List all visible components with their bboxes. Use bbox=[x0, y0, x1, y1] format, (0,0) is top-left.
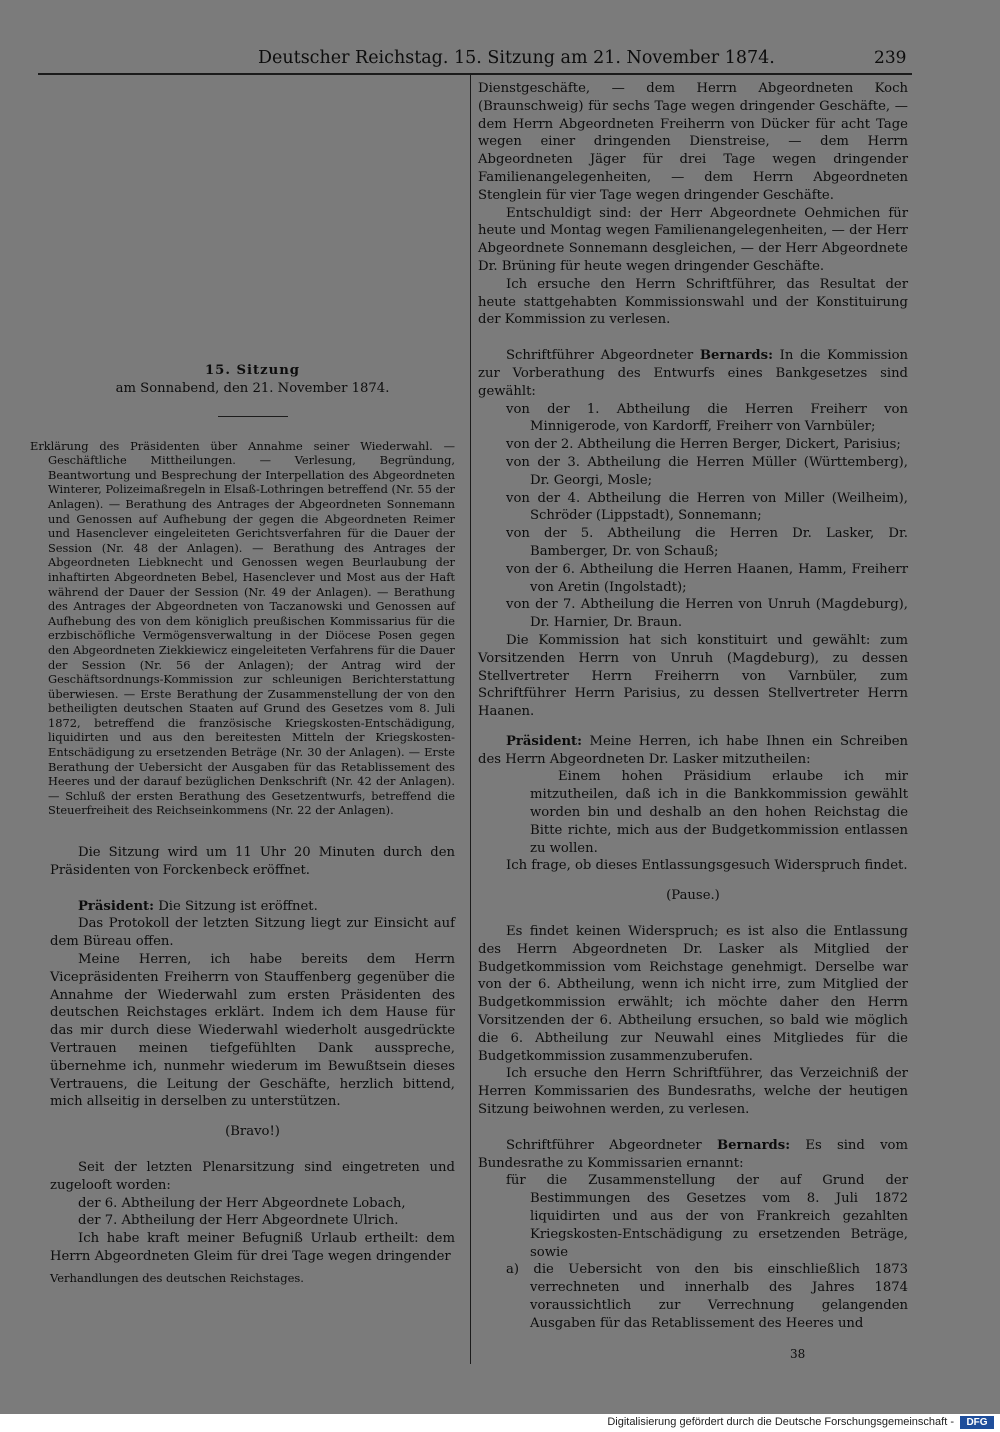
list-item: a) die Uebersicht von den bis einschließlich 1873 verrechneten und innerhalb des Jahres 1874 voraussichtlich zur Verrechnung gelangenden Ausgaben für das Retablissement des Heeres und bbox=[506, 1262, 908, 1331]
speech-text: In die Kommission zur Vorberathung des Entwurfs eines Bankgesetzes sind gewählt: bbox=[478, 348, 908, 399]
paragraph: Dienstgeschäfte, — dem Herrn Abgeordneten Koch (Braunschweig) für sechs Tage wegen dringender Geschäfte, — dem Herrn Abgeordneten Freiherrn von Dücker für acht Tage wegen einer dringenden Dienstreise, — dem Herrn Abgeordneten Jäger für drei Tage wegen dringender Familienangelegenheiten, — dem Herrn Abgeordneten Stenglein für vier Tage wegen dringender Geschäfte. bbox=[478, 81, 908, 203]
right-column bbox=[478, 80, 908, 1333]
left-column bbox=[30, 80, 455, 1288]
president-opening bbox=[50, 898, 455, 916]
page-footer: Verhandlungen des deutschen Reichstages. bbox=[50, 1270, 304, 1285]
paragraph: der 6. Abtheilung der Herr Abgeordnete Lobach, bbox=[78, 1195, 406, 1211]
opening-paragraph: Die Sitzung wird um 11 Uhr 20 Minuten durch den Präsidenten von Forckenbeck eröffnet. bbox=[50, 845, 455, 878]
paragraph: Entschuldigt sind: der Herr Abgeordnete Oehmichen für heute und Montag wegen Familienangelegenheiten, — der Herr Abgeordnete Sonnemann desgleichen, — der Herr Abgeordnete Dr. Brüning für heute wegen dringender Geschäfte. bbox=[478, 205, 908, 274]
speech-text: Es sind vom Bundesrathe zu Kommissarien ernannt: bbox=[478, 1137, 908, 1171]
session-title: 15. Sitzung bbox=[204, 363, 301, 378]
credit-text: Digitalisierung gefördert durch die Deutsche Forschungsgemeinschaft - bbox=[607, 1416, 954, 1428]
interjection: (Pause.) bbox=[666, 888, 720, 904]
speaker-label: Präsident: bbox=[78, 898, 155, 914]
speaker-label: Bernards: bbox=[716, 1137, 791, 1153]
speaker-prefix: Schriftführer Abgeordneter bbox=[506, 348, 700, 364]
interjection: (Bravo!) bbox=[225, 1124, 280, 1140]
page-number: 239 bbox=[874, 48, 907, 68]
running-header bbox=[0, 40, 1000, 80]
agenda-summary: Erklärung des Präsidenten über Annahme seiner Wiederwahl. — Geschäftliche Mittheilungen. — Verlesung, Begründung, Beantwortung und Besprechung der Interpellation des Abgeordneten Winterer, Polizeimaßregeln in Elsaß-Lothringen betreffend (Nr. 55 der Anlagen). — Berathung des Antrages der Abgeordneten Sonnemann und Genossen auf Aufhebung der gegen die Abgeordneten Reimer und Hasenclever eingeleiteten Gerichtsverfahren für die Dauer der Session (Nr. 48 der Anlagen). — Berathung des Antrages der Abgeordneten Liebknecht und Genossen wegen Beurlaubung der inhaftirten Abgeordneten Bebel, Hasenclever und Most aus der Haft während der Dauer der Session (Nr. 49 der Anlagen). — Berathung des Antrages der Abgeordneten von Taczanowski und Genossen auf Aufhebung des von dem königlich preußischen Kommissarius für die erzbischöfliche Vermögensverwaltung in der Diöcese Posen gegen den Abgeordneten Ziekkiewicz eingeleiteten Verfahrens für die Dauer der Session (Nr. 56 der Anlagen); der Antrag wird der Geschäftsordnungs-Kommission zur schleunigen Berichterstattung überwiesen. — Erste Berathung der Zusammenstellung der von den betheiligten deutschen Staaten auf Grund des Gesetzes vom 8. Juli 1872, betreffend die französische Kriegskosten-Entschädigung, liquidirten und aus den bereitesten Mitteln der Kriegskosten-Entschädigung zu ersetzenden Beträge (Nr. 30 der Anlagen). — Erste Berathung der Uebersicht der Ausgaben für das Retablissement des Heeres und der darauf bezüglichen Denkschrift (Nr. 42 der Anlagen). — Schluß der ersten Berathung des Gesetzentwurfs, betreffend die Steuerfreiheit des Reichseinkommens (Nr. 22 der Anlagen). bbox=[30, 438, 455, 818]
list-item: von der 4. Abtheilung die Herren von Miller (Weilheim), Schröder (Lippstadt), Sonnemann; bbox=[506, 490, 908, 524]
speaker-label: Bernards: bbox=[699, 348, 773, 364]
speaker-prefix: Schriftführer Abgeordneter bbox=[506, 1137, 717, 1153]
paragraph: Das Protokoll der letzten Sitzung liegt zur Einsicht auf dem Büreau offen. bbox=[50, 916, 455, 950]
paragraph: Ich habe kraft meiner Befugniß Urlaub ertheilt: dem Herrn Abgeordneten Gleim für drei Tage wegen dringender bbox=[50, 1231, 455, 1264]
paragraph: Die Kommission hat sich konstituirt und gewählt: zum Vorsitzenden Herrn von Unruh (Magdeburg), zu dessen Stellvertreter Herrn Freiherrn von Varnbüler, zum Schriftführer Herrn Parisius, zu dessen Stellvertreter Herrn Haanen. bbox=[478, 632, 908, 720]
secretary-statement bbox=[478, 1137, 908, 1173]
speech-text: Die Sitzung ist eröffnet. bbox=[154, 898, 318, 914]
list-item: von der 3. Abtheilung die Herren Müller (Württemberg), Dr. Georgi, Mosle; bbox=[506, 454, 908, 488]
paragraph: Seit der letzten Plenarsitzung sind eingetreten und zugelooft worden: bbox=[50, 1159, 455, 1193]
paragraph: Ich ersuche den Herrn Schriftführer, das Verzeichniß der Herren Kommissarien des Bundesraths, welche der heutigen Sitzung beiwohnen werden, zu verlesen. bbox=[478, 1066, 908, 1118]
paragraph: der 7. Abtheilung der Herr Abgeordnete Ulrich. bbox=[78, 1213, 399, 1229]
digitization-credit bbox=[0, 1414, 1000, 1432]
list-item: von der 1. Abtheilung die Herren Freiherr von Minnigerode, von Kardorff, Freiherr von Varnbüler; bbox=[506, 401, 908, 435]
list-item: von der 5. Abtheilung die Herren Dr. Lasker, Dr. Bamberger, Dr. von Schauß; bbox=[506, 526, 908, 559]
signature-mark: 38 bbox=[790, 1347, 806, 1361]
list-item: von der 7. Abtheilung die Herren von Unruh (Magdeburg), Dr. Harnier, Dr. Braun. bbox=[506, 597, 908, 631]
paragraph: Meine Herren, ich habe bereits dem Herrn Vicepräsidenten Freiherrn von Stauffenberg gegenüber die Annahme der Wiederwahl zum ersten Präsidenten des deutschen Reichstages erklärt. Indem ich dem Hause für das mir durch diese Wiederwahl wiederholt ausgedrückte Vertrauen meinen tiefgefühlten Dank ausspreche, übernehme ich, nunmehr wiederum im Bewußtsein dieses Vertrauens, die Leitung der Geschäfte, herzlich bittend, mich allseitig in derselben zu unterstützen. bbox=[50, 952, 455, 1110]
speech-text: Meine Herren, ich habe Ihnen ein Schreiben des Herrn Abgeordneten Dr. Lasker mitzutheilen: bbox=[478, 733, 908, 767]
president-statement bbox=[478, 733, 908, 769]
secretary-statement bbox=[478, 347, 908, 400]
paragraph: Ich ersuche den Herrn Schriftführer, das Resultat der heute stattgehabten Kommissionswahl und der Konstituirung der Kommission zu verlesen. bbox=[478, 276, 908, 328]
list-item: von der 2. Abtheilung die Herren Berger, Dickert, Parisius; bbox=[506, 437, 901, 453]
running-title: Deutscher Reichstag. 15. Sitzung am 21. November 1874. bbox=[258, 48, 775, 68]
session-heading bbox=[50, 362, 455, 398]
commission-list bbox=[478, 401, 908, 632]
column-divider bbox=[470, 74, 471, 1364]
speaker-label: Präsident: bbox=[506, 733, 583, 749]
list-item: für die Zusammenstellung der auf Grund der Bestimmungen des Gesetzes vom 8. Juli 1872 liquidirten und aus der von Frankreich gezahlten Kriegskosten-Entschädigung zu ersetzenden Beträge, sowie bbox=[506, 1173, 908, 1260]
paragraph: Es findet keinen Widerspruch; es ist also die Entlassung des Herrn Abgeordneten Dr. Lasker als Mitglied der Budgetkommission vom Reichstage genehmigt. Derselbe war von der 6. Abtheilung, wenn ich nicht irre, zum Mitglied der Budgetkommission erwählt; ich möchte daher den Herrn Vorsitzenden der 6. Abtheilung ersuchen, so bald wie möglich die 6. Abtheilung zur Neuwahl eines Mitgliedes für die Budgetkommission zusammenzuberufen. bbox=[478, 924, 908, 1064]
heading-rule bbox=[218, 416, 288, 417]
session-date: am Sonnabend, den 21. November 1874. bbox=[115, 380, 390, 396]
header-rule bbox=[38, 73, 912, 75]
quoted-letter: Einem hohen Präsidium erlaube ich mir mitzutheilen, daß ich in die Bankkommission gewählt worden bin und deshalb an den hohen Reichstag die Bitte richte, mich aus der Budgetkommission entlassen zu wollen. bbox=[530, 769, 908, 856]
list-item: von der 6. Abtheilung die Herren Haanen, Hamm, Freiherr von Aretin (Ingolstadt); bbox=[506, 561, 908, 595]
dfg-logo: DFG bbox=[960, 1416, 994, 1429]
paragraph: Ich frage, ob dieses Entlassungsgesuch Widerspruch findet. bbox=[506, 858, 908, 874]
